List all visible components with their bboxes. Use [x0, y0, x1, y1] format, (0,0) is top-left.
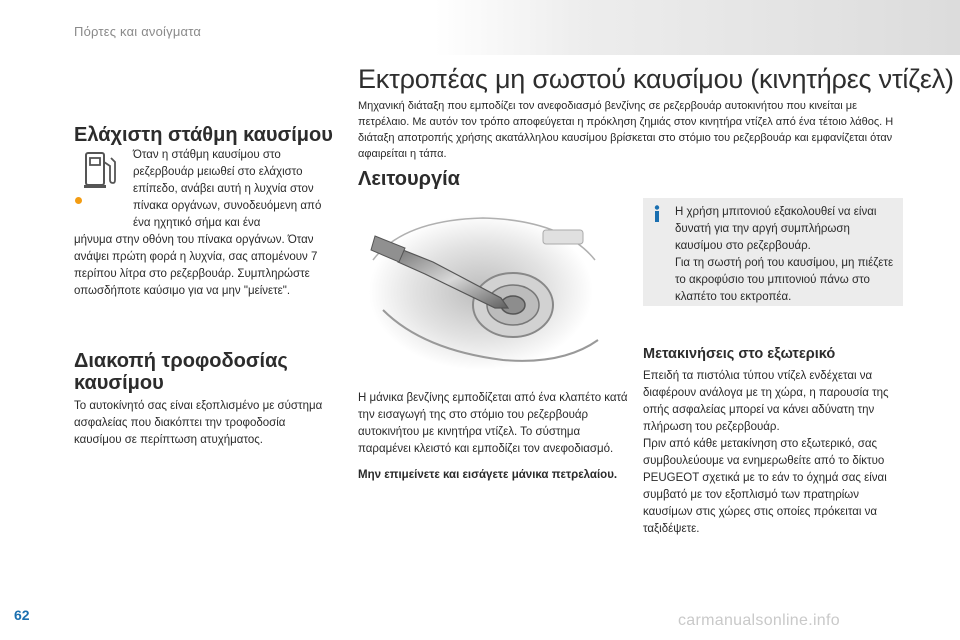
info-text — [675, 204, 895, 306]
info-icon — [652, 205, 662, 223]
low-fuel-text-indent: Όταν η στάθμη καυσίμου στο ρεζερβουάρ μειωθεί στο ελάχιστο επίπεδο, ανάβει αυτή η λυχνία στον πίνακα οργάνων, συνοδευόμενη από ένα ηχητικό σήμα και ένα — [133, 149, 322, 229]
travel-abroad-text — [643, 368, 905, 538]
low-fuel-heading: Ελάχιστη στάθμη καυσίμου — [74, 124, 333, 146]
travel-abroad-heading: Μετακινήσεις στο εξωτερικό — [643, 346, 836, 362]
low-fuel-text: μήνυμα στην οθόνη του πίνακα οργάνων. Όταν ανάψει πρώτη φορά η λυχνία, σας απομένουν 7 περίπου λίτρα στο ρεζερβουάρ. Συμπληρώστε οπωσδήποτε καύσιμο για να μην "μείνετε". — [74, 234, 318, 297]
info-line-2: Για τη σωστή ροή του καυσίμου, μη πιέζετε το ακροφύσιο του μπιτονιού πάνω στο κλαπέτο του εκτροπέα. — [675, 257, 894, 303]
nozzle-warning: Μην επιμείνετε και εισάγετε μάνικα πετρελαίου. — [358, 469, 618, 481]
info-line-1: Η χρήση μπιτονιού εξακολουθεί να είναι δυνατή για την αργή συμπλήρωση καυσίμου στο ρεζερβουάρ. — [675, 206, 877, 252]
watermark: carmanualsonline.info — [678, 612, 840, 629]
fuel-cutoff-heading: Διακοπή τροφοδοσίας καυσίμου — [74, 350, 288, 394]
section-title: Πόρτες και ανοίγματα — [74, 24, 202, 39]
nozzle-text: Η μάνικα βενζίνης εμποδίζεται από ένα κλαπέτο κατά την εισαγωγή της στο στόμιο του ρεζερβουάρ αυτοκινήτου με κινητήρα ντίζελ. Το σύστημα παραμένει κλειστό και εμποδίζει τον ανεφοδιασμό. — [358, 392, 628, 455]
travel-abroad-para-1: Επειδή τα πιστόλια τύπου ντίζελ ενδέχεται να διαφέρουν ανάλογα με τη χώρα, η παρουσία της οπής ασφαλείας μπορεί να κάνει αδύνατη την πλήρωση του ρεζερβουάρ. — [643, 370, 889, 433]
fuel-filler-illustration — [363, 200, 608, 375]
page-number: 62 — [14, 607, 30, 623]
fuel-pump-icon — [84, 150, 118, 190]
misfuel-title: Εκτροπέας μη σωστού καυσίμου (κινητήρες ντίζελ) — [358, 64, 954, 94]
header-band — [435, 0, 960, 55]
misfuel-intro: Μηχανική διάταξη που εμποδίζει τον ανεφοδιασμό βενζίνης σε ρεζερβουάρ αυτοκινήτου που κινείται με πετρέλαιο. Με αυτόν τον τρόπο αποφεύγεται η πρόκληση ζημιάς στον κινητήρα ντίζελ από ένα τέτοιο λάθος. Η διάταξη αποτροπής χρήσης ακατάλληλου καυσίμου βρίσκεται στο στόμιο του ρεζερβουάρ και εμφανίζεται όταν αφαιρείται η τάπα. — [358, 100, 894, 160]
travel-abroad-para-2: Πριν από κάθε μετακίνηση στο εξωτερικό, σας συμβουλεύουμε να ενημερωθείτε από το δίκτυο PEUGEOT σχετικά με το εάν το όχημά σας είναι συμβατό με τον εξοπλισμό των πρατηρίων καυσίμων στις χώρες στις οποίες πρόκειται να ταξιδέψετε. — [643, 438, 887, 535]
fuel-cutoff-text: Το αυτοκίνητό σας είναι εξοπλισμένο με σύστημα ασφαλείας που διακόπτει την τροφοδοσία καυσίμου σε περίπτωση ατυχήματος. — [74, 400, 323, 446]
warning-dot-icon — [75, 197, 82, 204]
operation-heading: Λειτουργία — [358, 168, 460, 190]
